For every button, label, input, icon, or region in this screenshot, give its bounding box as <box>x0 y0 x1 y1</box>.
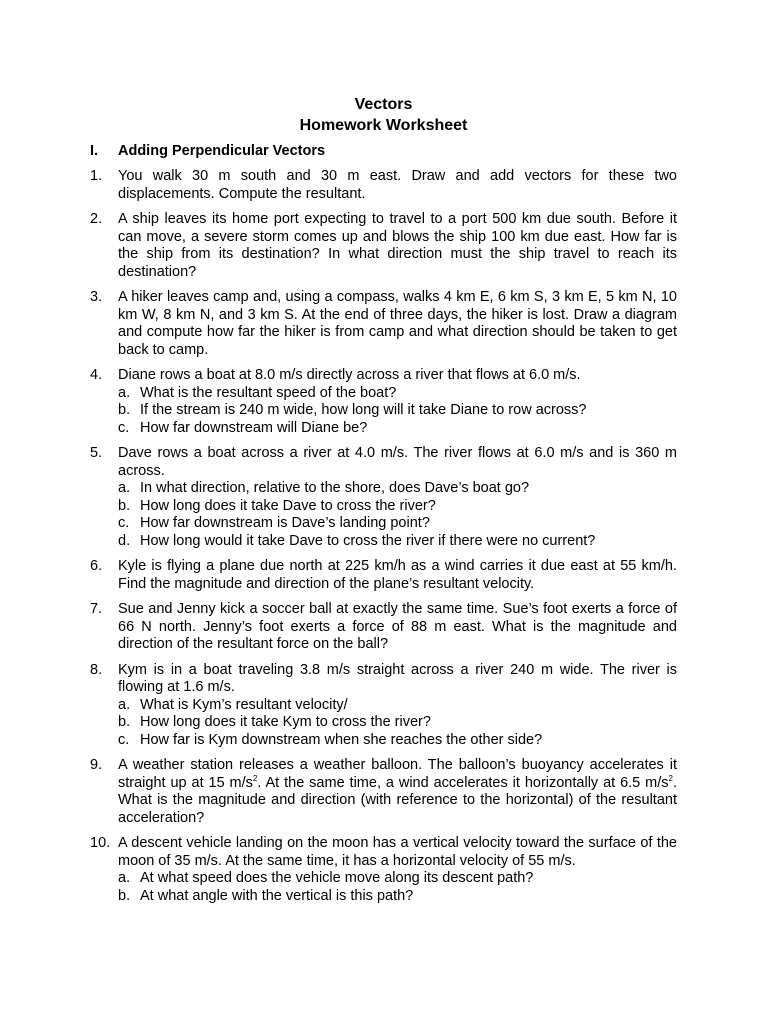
question-text-part: A weather station releases a weather balloon. The balloon’s buoyancy accelerates it straight up at 15 m/s <box>118 757 677 791</box>
question-text <box>118 757 677 827</box>
question-text: Kym is in a boat traveling 3.8 m/s straight across a river 240 m wide. The river is flowing at 1.6 m/s. <box>118 661 677 695</box>
sub-question-letter: c. <box>118 419 130 436</box>
sub-question <box>118 732 677 750</box>
question-text-part: . At the same time, a wind accelerates it horizontally at 6.5 m/s <box>257 774 669 791</box>
superscript-exponent: 2 <box>668 773 673 783</box>
section-label: Adding Perpendicular Vectors <box>118 143 326 159</box>
question-3 <box>90 289 677 359</box>
sub-question-list <box>118 870 677 905</box>
sub-question-text: At what angle with the vertical is this path? <box>140 887 414 904</box>
question-10 <box>90 835 677 905</box>
sub-question <box>118 714 677 732</box>
sub-question-letter: a. <box>118 870 131 886</box>
sub-question-letter: b. <box>118 402 131 418</box>
sub-question-text: How far downstream is Dave’s landing point? <box>140 515 430 531</box>
sub-question-letter: b. <box>118 714 131 730</box>
question-2 <box>90 211 677 281</box>
sub-question-text: At what speed does the vehicle move along its descent path? <box>140 870 534 886</box>
question-9 <box>90 757 677 827</box>
sub-question <box>118 888 677 906</box>
sub-question-letter: b. <box>118 887 131 904</box>
sub-question-text: In what direction, relative to the shore, does Dave’s boat go? <box>140 480 530 496</box>
sub-question-text: How long does it take Dave to cross the river? <box>140 497 436 514</box>
sub-question-text: How far is Kym downstream when she reaches the other side? <box>140 731 543 748</box>
question-number: 4. <box>90 367 103 383</box>
question-text: You walk 30 m south and 30 m east. Draw and add vectors for these two displacements. Compute the resultant. <box>118 168 677 202</box>
sub-question <box>118 402 677 420</box>
question-text: Sue and Jenny kick a soccer ball at exactly the same time. Sue’s foot exerts a force of 66 N north. Jenny’s foot exerts a force of 88 m east. What is the magnitude and direction of the resultant force on the ball? <box>118 601 677 652</box>
sub-question-text: What is Kym’s resultant velocity/ <box>140 696 348 713</box>
question-number: 9. <box>90 757 103 773</box>
sub-question <box>118 533 677 551</box>
question-text-part: . What is the magnitude and direction (with reference to the horizontal) of the resultant acceleration? <box>118 774 677 826</box>
question-6 <box>90 558 677 593</box>
question-8 <box>90 662 677 750</box>
question-text: A descent vehicle landing on the moon has a vertical velocity toward the surface of the moon of 35 m/s. At the same time, it has a horizontal velocity of 55 m/s. <box>118 835 677 869</box>
sub-question-letter: a. <box>118 384 131 401</box>
sub-question-text: How long would it take Dave to cross the river if there were no current? <box>140 532 596 549</box>
question-number: 3. <box>90 289 103 305</box>
question-text: A ship leaves its home port expecting to travel to a port 500 km due south. Before it can move, a severe storm comes up and blows the ship 100 km due east. How far is the ship from its destination? In what direction must the ship travel to reach its destination? <box>118 211 677 280</box>
question-5 <box>90 445 677 550</box>
sub-question <box>118 498 677 516</box>
question-number: 2. <box>90 211 103 227</box>
sub-question-text: How far downstream will Diane be? <box>140 419 368 436</box>
sub-question-letter: c. <box>118 731 130 748</box>
question-number: 5. <box>90 445 103 461</box>
question-text: Dave rows a boat across a river at 4.0 m/s. The river flows at 6.0 m/s and is 360 m across. <box>118 445 677 479</box>
document-title: Vectors <box>354 96 413 113</box>
sub-question <box>118 697 677 715</box>
sub-question <box>118 420 677 438</box>
question-text: A hiker leaves camp and, using a compass, walks 4 km E, 6 km S, 3 km E, 5 km N, 10 km W, 8 km N, and 3 km S. At the end of three days, the hiker is lost. Draw a diagram and compute how far the hiker is from camp and what direction should be taken to get back to camp. <box>118 289 677 358</box>
sub-question-text: If the stream is 240 m wide, how long will it take Diane to row across? <box>140 402 587 418</box>
sub-question-letter: b. <box>118 497 131 514</box>
sub-question-letter: a. <box>118 696 131 713</box>
sub-question-letter: c. <box>118 515 130 531</box>
question-1 <box>90 168 677 203</box>
sub-question <box>118 870 677 888</box>
question-number: 10. <box>90 835 111 851</box>
sub-question-letter: d. <box>118 532 131 549</box>
section-heading <box>90 142 677 160</box>
sub-question <box>118 385 677 403</box>
question-text: Kyle is flying a plane due north at 225 km/h as a wind carries it due east at 55 km/h. Find the magnitude and direction of the plane’s resultant velocity. <box>118 558 677 592</box>
document-subtitle: Homework Worksheet <box>299 117 468 134</box>
sub-question <box>118 480 677 498</box>
sub-question-list <box>118 697 677 750</box>
sub-question-list <box>118 480 677 550</box>
question-number: 6. <box>90 558 103 574</box>
question-number: 8. <box>90 661 103 678</box>
question-4 <box>90 367 677 437</box>
section-number: I. <box>90 143 99 159</box>
sub-question-letter: a. <box>118 480 131 496</box>
sub-question-list <box>118 385 677 438</box>
question-number: 1. <box>90 168 103 184</box>
question-number: 7. <box>90 601 103 617</box>
question-7 <box>90 601 677 654</box>
sub-question-text: What is the resultant speed of the boat? <box>140 384 397 401</box>
sub-question <box>118 515 677 533</box>
superscript-exponent: 2 <box>252 773 258 783</box>
question-text: Diane rows a boat at 8.0 m/s directly across a river that flows at 6.0 m/s. <box>118 367 581 383</box>
sub-question-text: How long does it take Kym to cross the river? <box>140 714 431 730</box>
